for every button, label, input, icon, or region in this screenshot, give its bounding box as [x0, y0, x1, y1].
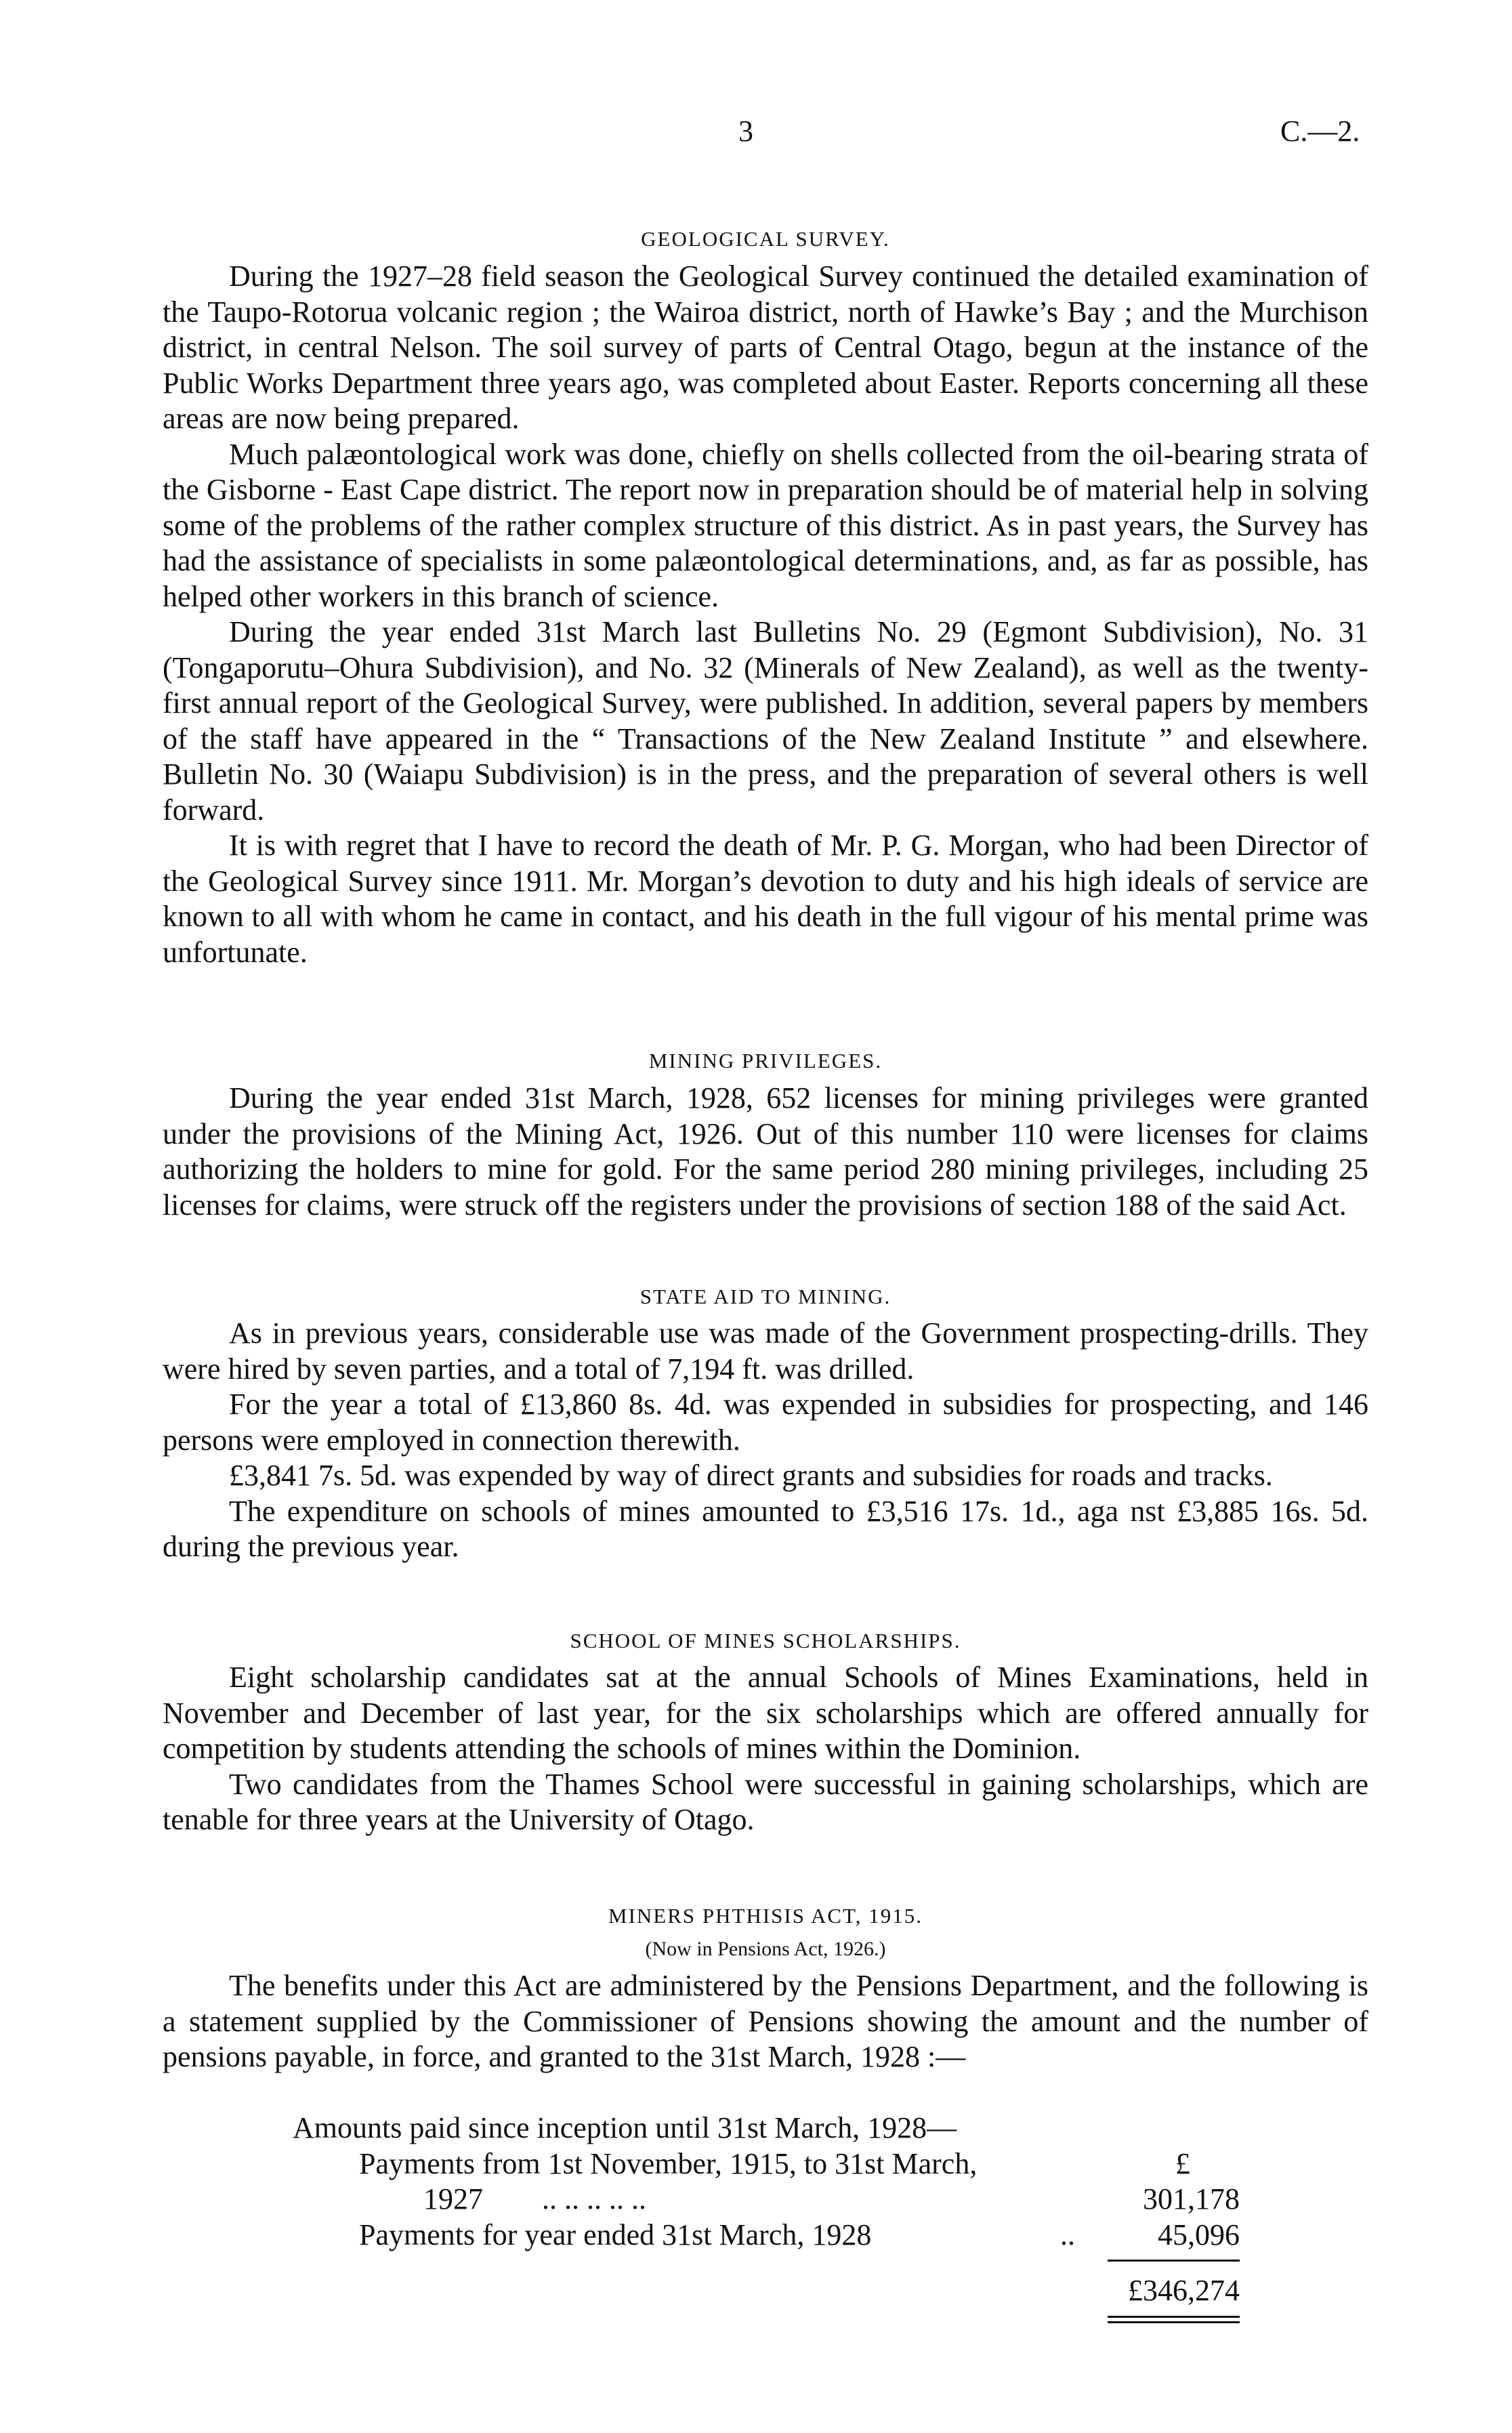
sum-rule — [1108, 2260, 1240, 2262]
statement-row2-value: 45,096 — [1158, 2218, 1240, 2251]
state-aid-section — [163, 1285, 1368, 1309]
total-double-rule-top — [1108, 2316, 1240, 2318]
phthisis-body — [163, 1968, 1368, 2075]
statement-row1-year: 1927 — [423, 2182, 483, 2216]
leader-dots: .. — [1060, 2218, 1075, 2251]
paragraph: Two candidates from the Thames School were successful in gaining scholarships, which are tenable for three years at the University of Otago. — [163, 1767, 1368, 1836]
section-heading: STATE AID TO MINING. — [639, 1285, 891, 1308]
paragraph: Eight scholarship candidates sat at the annual Schools of Mines Examinations, held in November and December of last year, for the six scholarships which are offered annually for competition by students attending the schools of mines within the Dominion. — [163, 1661, 1368, 1765]
section-heading: GEOLOGICAL SURVEY. — [641, 227, 890, 251]
paragraph: It is with regret that I have to record the death of Mr. P. G. Morgan, who had been Director of the Geological Survey since 1911. Mr. Morgan’s devotion to duty and his high ideals of service are known to all with whom he came in contact, and his death in the full vigour of his mental prime was unfortunate. — [163, 829, 1368, 969]
scholarships-body — [163, 1660, 1368, 1838]
paragraph: During the year ended 31st March last Bulletins No. 29 (Egmont Subdivision), No. 31 (Tongaporutu–Ohura Subdivision), and No. 32 (Minerals of New Zealand), as well as the twenty-first annual report of the Geological Survey, were published. In addition, several papers by members of the staff have appeared in the “ Transactions of the New Zealand Institute ” and elsewhere. Bulletin No. 30 (Waiapu Subdivision) is in the press, and the preparation of several others is well forward. — [163, 615, 1368, 827]
mining-privileges-section — [163, 1049, 1368, 1073]
statement-intro: Amounts paid since inception until 31st March, 1928— — [293, 2111, 957, 2144]
paragraph: £3,841 7s. 5d. was expended by way of direct grants and subsidies for roads and tracks. — [229, 1459, 1273, 1492]
scholarships-section — [163, 1629, 1368, 1653]
geological-survey-body — [163, 259, 1368, 970]
paragraph: As in previous years, considerable use was made of the Government prospecting-drills. They were hired by seven parties, and a total of 7,194 ft. was drilled. — [163, 1316, 1368, 1386]
mining-privileges-body — [163, 1081, 1368, 1223]
section-heading: MINERS PHTHISIS ACT, 1915. — [608, 1904, 923, 1928]
phthisis-subheading-wrap — [163, 1938, 1368, 1961]
paragraph: Much palæontological work was done, chiefly on shells collected from the oil-bearing strata of the Gisborne - East Cape district. The report now in preparation should be of material help in solving some of the problems of the rather complex structure of this district. As in past years, the Survey has had the assistance of specialists in some palæontological determinations, and, as far as possible, has helped other workers in this branch of science. — [163, 437, 1368, 613]
paragraph: The benefits under this Act are administered by the Pensions Department, and the following is a statement supplied by the Commissioner of Pensions showing the amount and the number of pensions payable, in force, and granted to the 31st March, 1928 :— — [163, 1969, 1368, 2073]
paragraph: The expenditure on schools of mines amounted to £3,516 17s. 1d., aga nst £3,885 16s. 5d. during the previous year. — [163, 1494, 1368, 1563]
total-double-rule-bottom — [1108, 2321, 1240, 2323]
statement-total: £346,274 — [1128, 2274, 1240, 2307]
section-heading: MINING PRIVILEGES. — [648, 1049, 883, 1073]
statement-row1-label: Payments from 1st November, 1915, to 31st March, — [359, 2147, 978, 2180]
document-reference: C.—2. — [1280, 115, 1360, 148]
statement-row2-label: Payments for year ended 31st March, 1928 — [359, 2218, 872, 2251]
paragraph: During the year ended 31st March, 1928, 652 licenses for mining privileges were granted under the provisions of the Mining Act, 1926. Out of this number 110 were licenses for claims authorizing the holders to mine for gold. For the same period 280 mining privileges, including 25 licenses for claims, were struck off the registers under the provisions of section 188 of the said Act. — [163, 1081, 1368, 1222]
section-subheading: (Now in Pensions Act, 1926.) — [645, 1938, 886, 1960]
state-aid-body — [163, 1316, 1368, 1565]
currency-symbol: £ — [1175, 2147, 1190, 2180]
section-heading: SCHOOL OF MINES SCHOLARSHIPS. — [570, 1629, 961, 1652]
page-number: 3 — [738, 115, 753, 148]
geological-survey-section — [163, 227, 1368, 251]
phthisis-section — [163, 1904, 1368, 1928]
paragraph: For the year a total of £13,860 8s. 4d. was expended in subsidies for prospecting, and 146 persons were employed in connection therewith. — [163, 1388, 1368, 1457]
paragraph: During the 1927–28 field season the Geological Survey continued the detailed examination of the Taupo-Rotorua volcanic region ; the Wairoa district, north of Hawke’s Bay ; and the Murchison district, in central Nelson. The soil survey of parts of Central Otago, begun at the instance of the Public Works Department three years ago, was completed about Easter. Reports concerning all these areas are now being prepared. — [163, 259, 1368, 435]
leader-dots: .. .. .. .. .. — [542, 2182, 646, 2216]
statement-row1-value: 301,178 — [1143, 2182, 1240, 2216]
